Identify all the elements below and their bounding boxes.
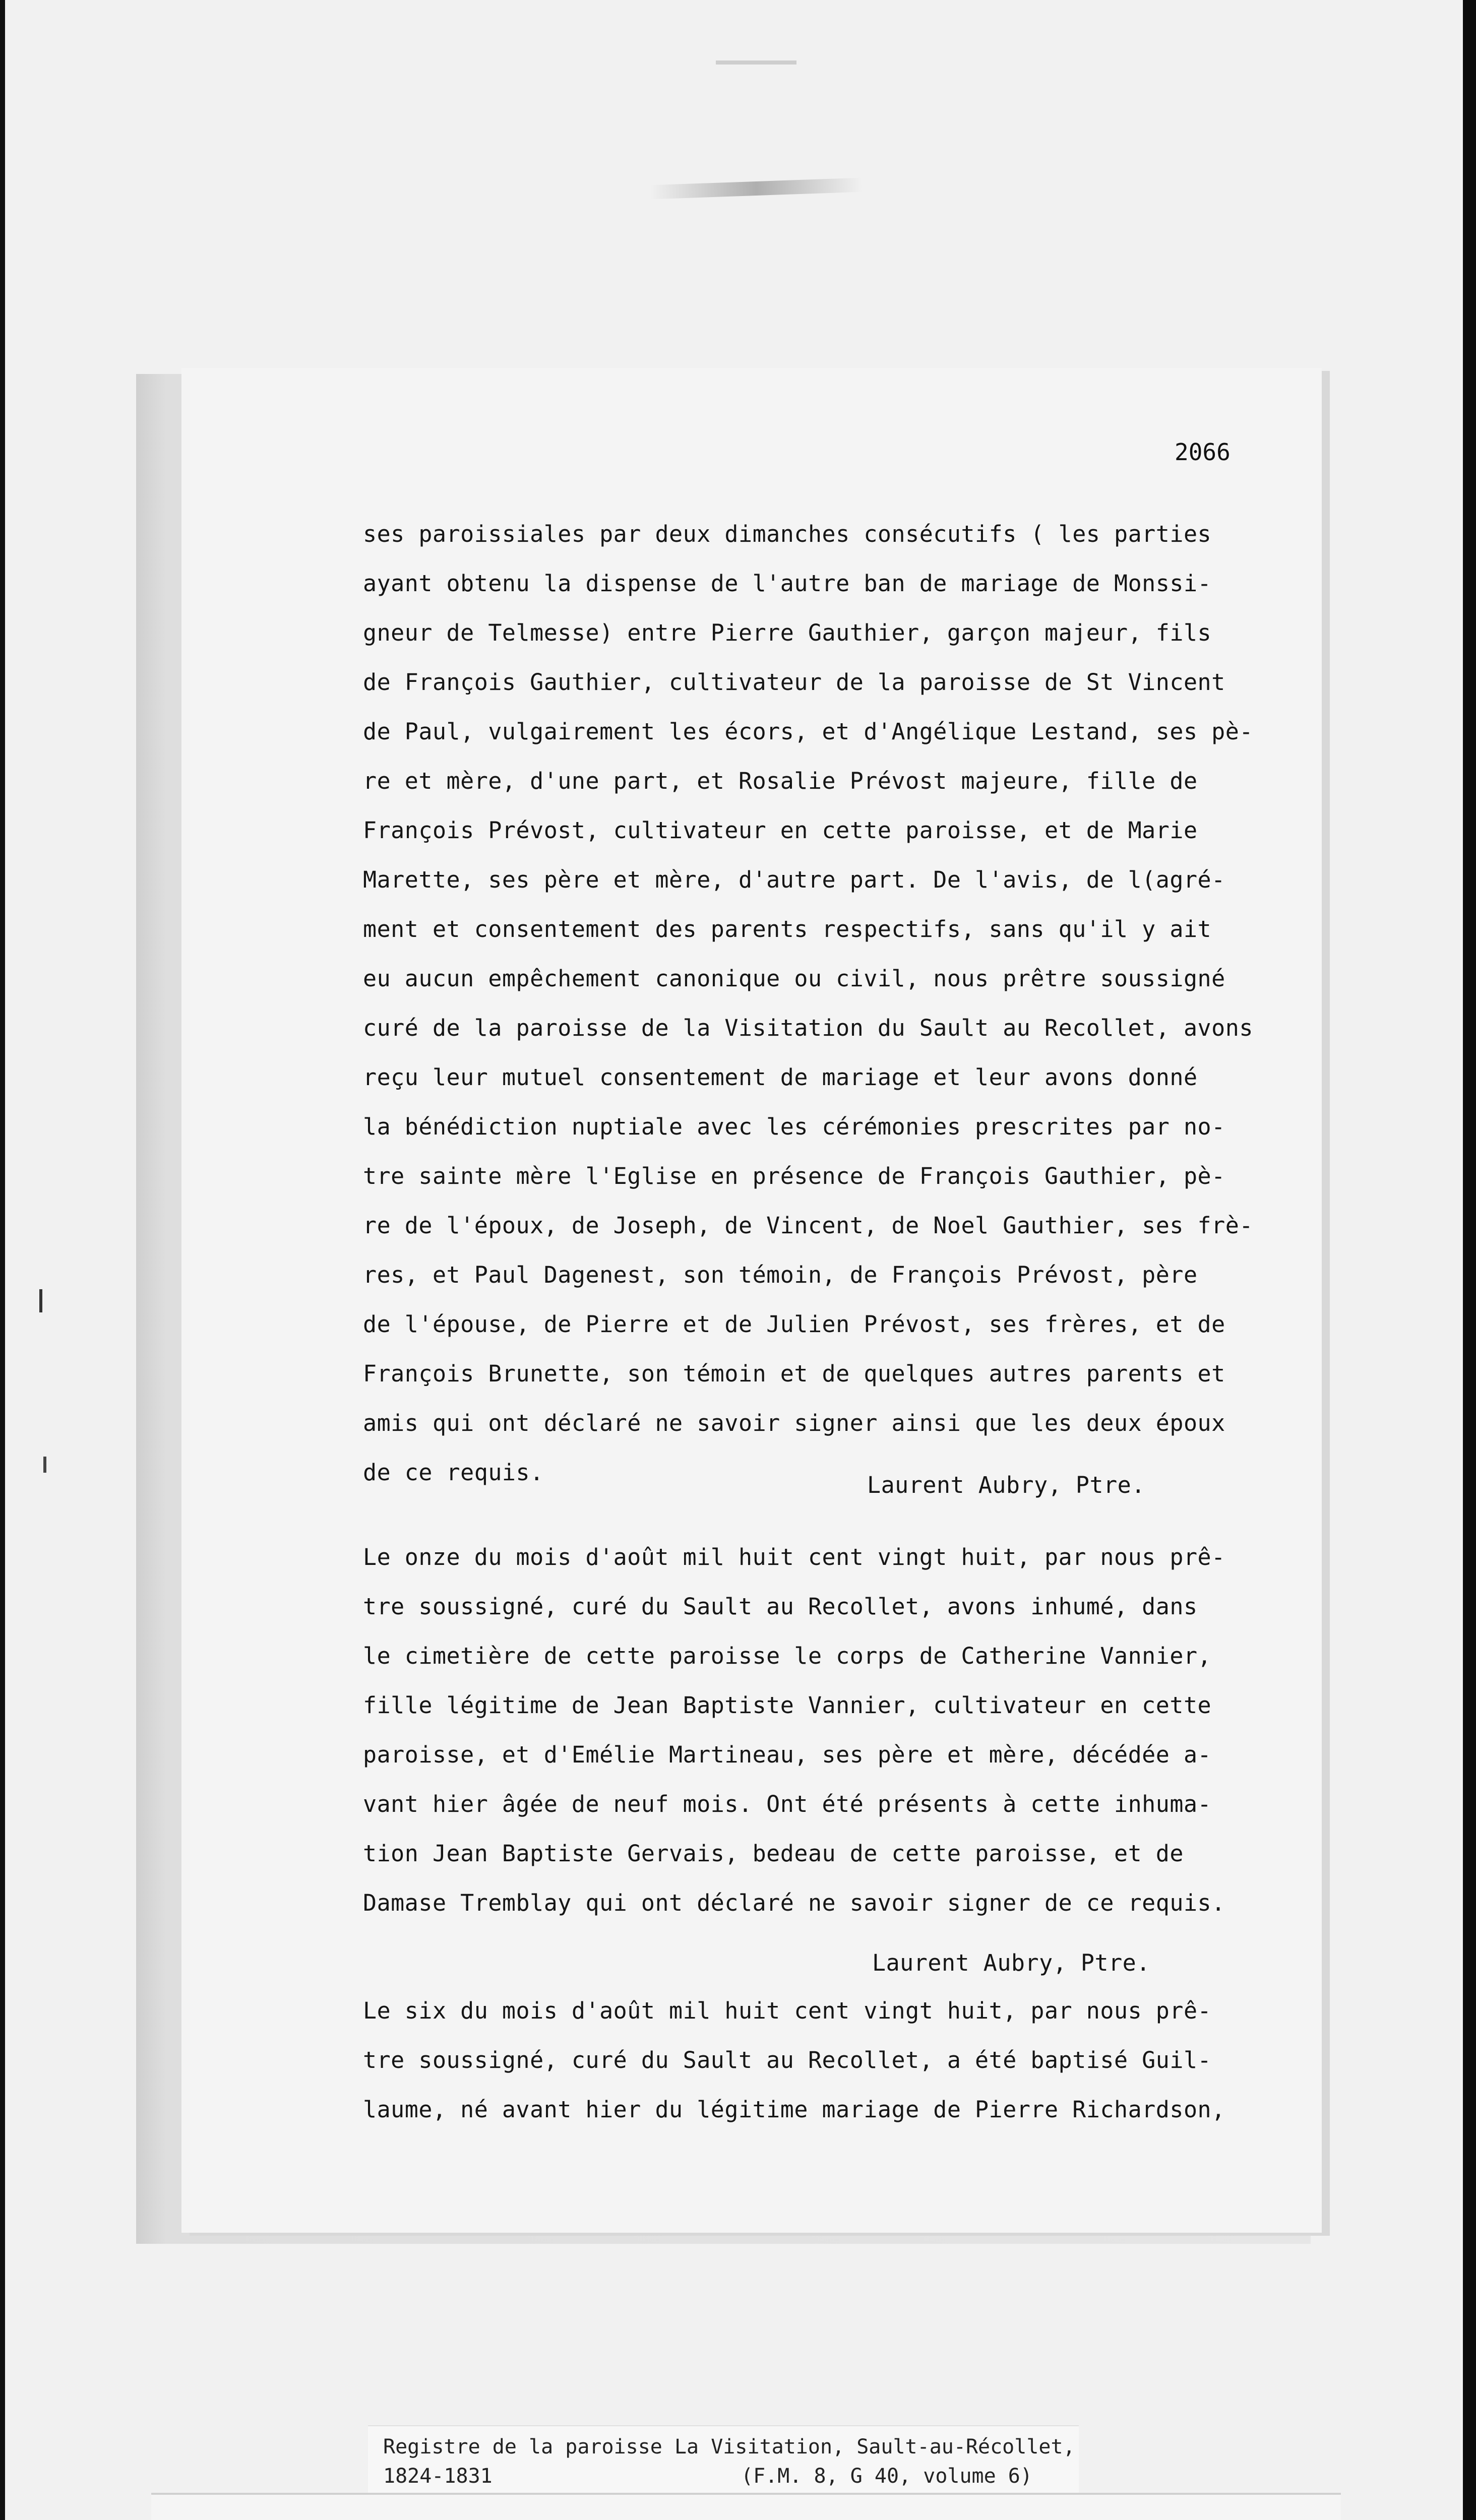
- text-line: gneur de Telmesse) entre Pierre Gauthier, garçon majeur, fils: [363, 619, 1212, 646]
- text-line: paroisse, et d'Emélie Martineau, ses père et mère, décédée a-: [363, 1741, 1212, 1768]
- text-line: amis qui ont déclaré ne savoir signer ainsi que les deux époux: [363, 1410, 1225, 1436]
- page-number: 2066: [1175, 438, 1231, 466]
- archive-label: [151, 2493, 1341, 2520]
- edge-tick-mark: [39, 1289, 42, 1312]
- text-line: le cimetière de cette paroisse le corps de Catherine Vannier,: [363, 1643, 1212, 1669]
- text-line: curé de la paroisse de la Visitation du Sault au Recollet, avons: [363, 1015, 1253, 1041]
- scan-smudge: [650, 178, 863, 200]
- text-line: tion Jean Baptiste Gervais, bedeau de cette paroisse, et de: [363, 1840, 1184, 1867]
- caption-title: Registre de la paroisse La Visitation, Sault-au-Récollet,: [383, 2435, 1075, 2459]
- text-line: Marette, ses père et mère, d'autre part. De l'avis, de l(agré-: [363, 866, 1225, 893]
- text-line: ayant obtenu la dispense de l'autre ban de mariage de Monssi-: [363, 570, 1212, 597]
- text-line: Le six du mois d'août mil huit cent vingt huit, par nous prê-: [363, 1997, 1212, 2024]
- text-line: ment et consentement des parents respectifs, sans qu'il y ait: [363, 916, 1212, 942]
- signature-aubry: Laurent Aubry, Ptre.: [867, 1472, 1145, 1498]
- text-line: re et mère, d'une part, et Rosalie Prévost majeure, fille de: [363, 768, 1198, 794]
- text-line: Damase Tremblay qui ont déclaré ne savoir signer de ce requis.: [363, 1889, 1225, 1916]
- film-left-edge: [0, 0, 5, 2520]
- text-line: de Paul, vulgairement les écors, et d'Angélique Lestand, ses pè-: [363, 718, 1253, 745]
- text-line: ses paroissiales par deux dimanches consécutifs ( les parties: [363, 521, 1212, 547]
- text-line: res, et Paul Dagenest, son témoin, de François Prévost, père: [363, 1262, 1198, 1288]
- archive-caption: [368, 2425, 1079, 2501]
- text-line: tre soussigné, curé du Sault au Recollet, a été baptisé Guil-: [363, 2047, 1212, 2073]
- text-line: vant hier âgée de neuf mois. Ont été présents à cette inhuma-: [363, 1791, 1212, 1817]
- text-line: tre soussigné, curé du Sault au Recollet, avons inhumé, dans: [363, 1593, 1198, 1620]
- scan-smudge-small: [716, 60, 796, 65]
- text-line: reçu leur mutuel consentement de mariage et leur avons donné: [363, 1064, 1198, 1091]
- edge-tick-mark: [43, 1457, 46, 1473]
- caption-years: 1824-1831: [383, 2465, 493, 2488]
- text-line: fille légitime de Jean Baptiste Vannier, cultivateur en cette: [363, 1692, 1212, 1719]
- text-line: la bénédiction nuptiale avec les cérémonies prescrites par no-: [363, 1113, 1225, 1140]
- text-line: re de l'époux, de Joseph, de Vincent, de Noel Gauthier, ses frè-: [363, 1212, 1253, 1239]
- text-line: eu aucun empêchement canonique ou civil, nous prêtre soussigné: [363, 965, 1225, 992]
- text-line: François Brunette, son témoin et de quelques autres parents et: [363, 1360, 1225, 1387]
- text-line: de ce requis.: [363, 1459, 544, 1486]
- caption-reference: (F.M. 8, G 40, volume 6): [741, 2465, 1032, 2488]
- text-line: Le onze du mois d'août mil huit cent vingt huit, par nous prê-: [363, 1544, 1225, 1570]
- text-line: François Prévost, cultivateur en cette paroisse, et de Marie: [363, 817, 1198, 844]
- text-line: tre sainte mère l'Eglise en présence de François Gauthier, pè-: [363, 1163, 1225, 1189]
- film-right-edge: [1463, 0, 1476, 2520]
- text-line: de François Gauthier, cultivateur de la paroisse de St Vincent: [363, 669, 1225, 696]
- text-line: laume, né avant hier du légitime mariage de Pierre Richardson,: [363, 2096, 1225, 2123]
- text-line: de l'épouse, de Pierre et de Julien Prévost, ses frères, et de: [363, 1311, 1225, 1338]
- signature-aubry: Laurent Aubry, Ptre.: [872, 1949, 1150, 1976]
